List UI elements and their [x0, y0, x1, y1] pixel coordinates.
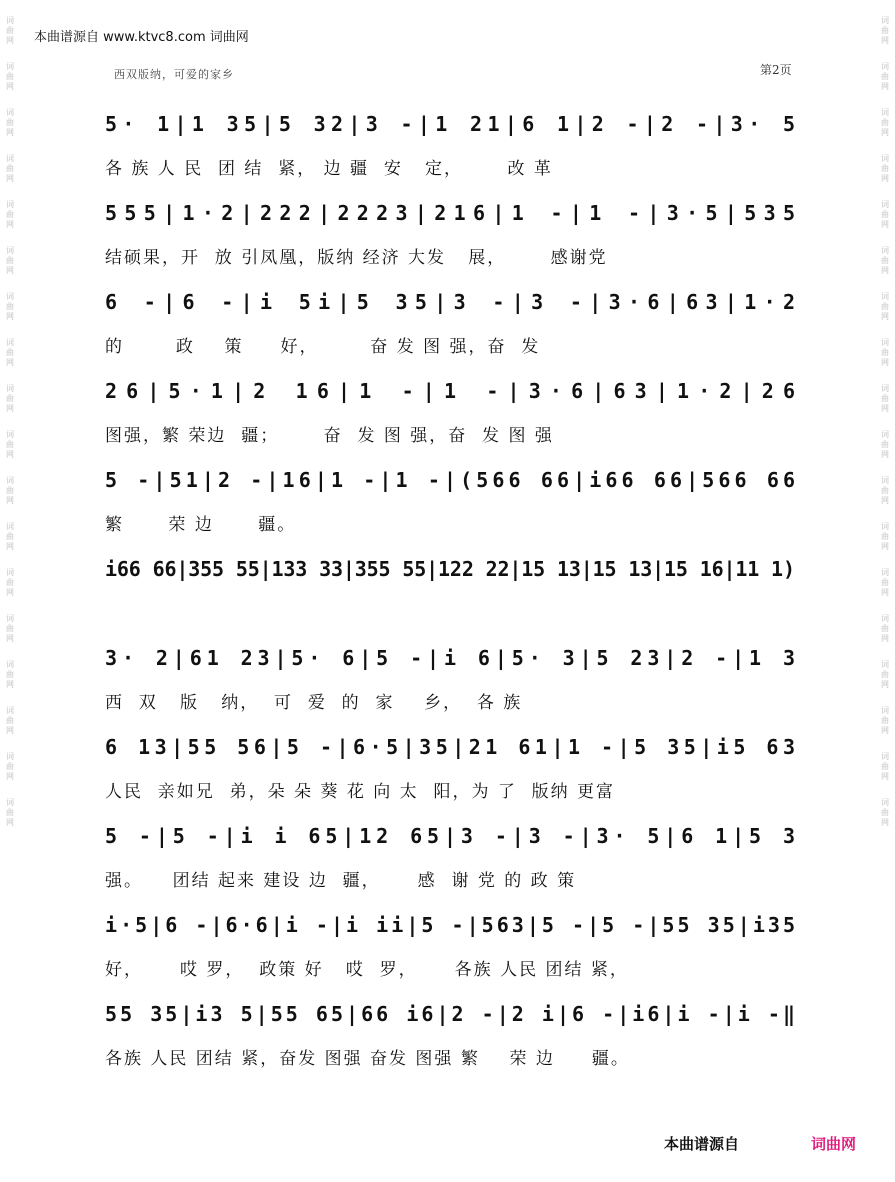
footer-source-label: 本曲谱源自 [664, 1135, 740, 1153]
notes-row-7: 3· 2|61 23|5· 6|5 -|i 6|5· 3|5 23|2 -|1 3 [105, 646, 800, 670]
watermark-unit [6, 568, 14, 598]
watermark-char: 词 [881, 338, 889, 347]
watermark-char: 曲 [881, 670, 889, 679]
watermark-unit [6, 16, 14, 46]
notes-row-5: 5 -|51|2 -|16|1 -|1 -|(566 66|i66 66|566 66 [105, 468, 800, 492]
watermark-char: 曲 [881, 26, 889, 35]
watermark-unit [881, 752, 889, 782]
watermark-char: 曲 [6, 532, 14, 541]
watermark-char: 曲 [6, 164, 14, 173]
watermark-char: 词 [881, 62, 889, 71]
song-title-header: 西双版纳，可爱的家乡 [114, 68, 234, 81]
watermark-char: 词 [881, 246, 889, 255]
watermark-char: 曲 [6, 486, 14, 495]
watermark-unit [6, 338, 14, 368]
watermark-char: 词 [881, 16, 889, 25]
lyrics-row-7: 西 双 版 纳， 可 爱 的 家 乡， 各 族 [105, 693, 523, 713]
watermark-unit [6, 522, 14, 552]
lyrics-row-1: 各 族 人 民 团 结 紧， 边 疆 安 定， 改 革 [105, 159, 553, 179]
watermark-char: 网 [881, 450, 889, 459]
notes-row-10: i·5|6 -|6·6|i -|i ii|5 -|563|5 -|5 -|55 35|i35 [105, 913, 799, 937]
watermark-char: 曲 [881, 348, 889, 357]
watermark-char: 网 [881, 588, 889, 597]
watermark-char: 词 [881, 614, 889, 623]
watermark-char: 曲 [6, 670, 14, 679]
watermark-char: 曲 [6, 72, 14, 81]
watermark-char: 曲 [881, 486, 889, 495]
watermark-char: 网 [6, 772, 14, 781]
lyrics-row-2: 结硕果，开 放 引凤凰，版纳 经济 大发 展， 感谢党 [105, 248, 608, 268]
watermark-char: 词 [881, 706, 889, 715]
watermark-char: 网 [6, 312, 14, 321]
watermark-char: 词 [6, 292, 14, 301]
notes-row-2: 555|1·2|222|2223|216|1 -|1 -|3·5|535 [105, 201, 803, 225]
watermark-unit [881, 154, 889, 184]
watermark-char: 网 [6, 174, 14, 183]
watermark-char: 网 [881, 496, 889, 505]
notes-row-1: 5· 1|1 35|5 32|3 -|1 21|6 1|2 -|2 -|3· 5 [105, 112, 801, 136]
watermark-char: 网 [881, 634, 889, 643]
watermark-char: 词 [6, 798, 14, 807]
watermark-char: 曲 [6, 302, 14, 311]
watermark-char: 网 [6, 82, 14, 91]
watermark-char: 词 [881, 798, 889, 807]
watermark-unit [6, 798, 14, 828]
watermark-char: 曲 [881, 164, 889, 173]
score-row-1 [105, 100, 800, 189]
score-row-7 [105, 634, 800, 723]
watermark-char: 词 [881, 154, 889, 163]
watermark-unit [6, 62, 14, 92]
watermark-char: 网 [881, 174, 889, 183]
score-row-5 [105, 456, 800, 545]
watermark-unit [6, 108, 14, 138]
watermark-char: 曲 [881, 716, 889, 725]
source-line: 本曲谱源自 www.ktvc8.com 词曲网 [34, 30, 249, 45]
watermark-char: 网 [6, 726, 14, 735]
score-row-6 [105, 545, 800, 634]
watermark-char: 网 [881, 266, 889, 275]
score-row-8 [105, 723, 800, 812]
watermark-char: 曲 [881, 440, 889, 449]
page-number: 第2页 [760, 63, 792, 77]
watermark-unit [881, 338, 889, 368]
watermark-char: 词 [6, 108, 14, 117]
left-watermark-strip [2, 0, 18, 1182]
watermark-char: 曲 [881, 808, 889, 817]
notes-row-8: 6 13|55 56|5 -|6·5|35|21 61|1 -|5 35|i5 63 [105, 735, 800, 759]
watermark-char: 曲 [6, 394, 14, 403]
watermark-char: 网 [6, 358, 14, 367]
watermark-char: 词 [6, 706, 14, 715]
notes-row-6: i66 66|355 55|133 33|355 55|122 22|15 13|15 13|15 16|11 1) [105, 557, 795, 581]
score-row-9 [105, 812, 800, 901]
watermark-char: 词 [6, 246, 14, 255]
watermark-unit [6, 292, 14, 322]
lyrics-row-8: 人民 亲如兄 弟，朵 朵 葵 花 向 太 阳，为 了 版纳 更富 [105, 782, 616, 802]
jianpu-score [105, 100, 805, 1079]
watermark-char: 词 [6, 154, 14, 163]
watermark-unit [881, 798, 889, 828]
watermark-char: 曲 [881, 762, 889, 771]
watermark-char: 曲 [6, 578, 14, 587]
watermark-unit [6, 476, 14, 506]
watermark-char: 词 [881, 384, 889, 393]
watermark-unit [881, 430, 889, 460]
watermark-char: 曲 [6, 256, 14, 265]
watermark-char: 词 [6, 62, 14, 71]
watermark-unit [6, 430, 14, 460]
watermark-unit [881, 706, 889, 736]
watermark-char: 曲 [6, 118, 14, 127]
watermark-unit [6, 614, 14, 644]
watermark-char: 网 [881, 404, 889, 413]
watermark-char: 曲 [881, 624, 889, 633]
watermark-char: 词 [881, 108, 889, 117]
watermark-char: 网 [6, 818, 14, 827]
watermark-char: 网 [6, 542, 14, 551]
watermark-char: 词 [6, 614, 14, 623]
watermark-unit [6, 660, 14, 690]
score-row-3 [105, 278, 803, 367]
watermark-char: 曲 [6, 716, 14, 725]
watermark-char: 词 [6, 568, 14, 577]
watermark-char: 词 [6, 752, 14, 761]
watermark-char: 网 [881, 128, 889, 137]
lyrics-row-9: 强。 团结 起来 建设 边 疆， 感 谢 党 的 政 策 [105, 871, 577, 891]
watermark-char: 网 [6, 680, 14, 689]
watermark-unit [881, 108, 889, 138]
score-row-4 [105, 367, 805, 456]
watermark-unit [881, 292, 889, 322]
watermark-char: 曲 [881, 118, 889, 127]
watermark-char: 网 [881, 82, 889, 91]
watermark-char: 网 [881, 312, 889, 321]
watermark-char: 网 [6, 220, 14, 229]
watermark-char: 网 [881, 818, 889, 827]
lyrics-row-11: 各族 人民 团结 紧，奋发 图强 奋发 图强 繁 荣 边 疆。 [105, 1049, 630, 1069]
watermark-char: 曲 [6, 26, 14, 35]
watermark-char: 网 [881, 772, 889, 781]
watermark-char: 曲 [881, 394, 889, 403]
lyrics-row-3: 的 政 策 好， 奋 发 图 强，奋 发 [105, 337, 541, 357]
watermark-char: 曲 [881, 578, 889, 587]
watermark-unit [881, 660, 889, 690]
right-watermark-strip [877, 0, 893, 1182]
watermark-char: 曲 [6, 624, 14, 633]
notes-row-4: 26|5·1|2 16|1 -|1 -|3·6|63|1·2|26 [105, 379, 805, 403]
watermark-char: 词 [881, 522, 889, 531]
watermark-char: 词 [6, 522, 14, 531]
watermark-unit [6, 154, 14, 184]
lyrics-row-10: 好， 哎 罗， 政策 好 哎 罗， 各族 人民 团结 紧， [105, 960, 629, 980]
watermark-char: 网 [6, 496, 14, 505]
watermark-char: 曲 [881, 256, 889, 265]
watermark-char: 网 [6, 634, 14, 643]
watermark-char: 网 [881, 542, 889, 551]
watermark-char: 网 [881, 220, 889, 229]
watermark-unit [881, 246, 889, 276]
notes-row-9: 5 -|5 -|i i 65|12 65|3 -|3 -|3· 5|6 1|5 3 [105, 824, 800, 848]
watermark-char: 词 [6, 660, 14, 669]
watermark-char: 曲 [6, 808, 14, 817]
watermark-unit [881, 200, 889, 230]
watermark-unit [881, 384, 889, 414]
watermark-char: 网 [881, 726, 889, 735]
watermark-unit [881, 16, 889, 46]
score-row-2 [105, 189, 803, 278]
watermark-char: 曲 [881, 302, 889, 311]
watermark-char: 网 [6, 36, 14, 45]
lyrics-row-5: 繁 荣 边 疆。 [105, 515, 297, 535]
watermark-char: 词 [6, 476, 14, 485]
watermark-unit [6, 200, 14, 230]
watermark-char: 网 [881, 680, 889, 689]
watermark-unit [6, 384, 14, 414]
watermark-char: 曲 [881, 72, 889, 81]
score-row-11 [105, 990, 800, 1079]
score-row-10 [105, 901, 800, 990]
watermark-char: 词 [6, 338, 14, 347]
notes-row-11: 55 35|i3 5|55 65|66 i6|2 -|2 i|6 -|i6|i -|i -‖ [105, 1002, 799, 1026]
watermark-char: 词 [881, 568, 889, 577]
watermark-char: 曲 [6, 348, 14, 357]
watermark-char: 网 [881, 36, 889, 45]
footer-site-label: 词曲网 [811, 1135, 857, 1153]
watermark-char: 曲 [6, 440, 14, 449]
watermark-char: 词 [6, 430, 14, 439]
watermark-char: 网 [6, 404, 14, 413]
watermark-unit [881, 476, 889, 506]
lyrics-row-4: 图强，繁 荣边 疆； 奋 发 图 强，奋 发 图 强 [105, 426, 554, 446]
watermark-char: 曲 [6, 210, 14, 219]
watermark-unit [6, 246, 14, 276]
watermark-unit [881, 62, 889, 92]
watermark-char: 曲 [6, 762, 14, 771]
watermark-char: 词 [881, 476, 889, 485]
watermark-char: 网 [6, 588, 14, 597]
watermark-char: 词 [881, 200, 889, 209]
watermark-unit [6, 706, 14, 736]
watermark-unit [881, 522, 889, 552]
watermark-char: 词 [881, 430, 889, 439]
watermark-unit [881, 568, 889, 598]
watermark-char: 词 [881, 292, 889, 301]
watermark-char: 词 [881, 660, 889, 669]
watermark-unit [6, 752, 14, 782]
watermark-char: 网 [6, 450, 14, 459]
watermark-char: 词 [881, 752, 889, 761]
watermark-char: 曲 [881, 210, 889, 219]
watermark-char: 词 [6, 384, 14, 393]
watermark-char: 网 [881, 358, 889, 367]
watermark-char: 曲 [881, 532, 889, 541]
watermark-char: 网 [6, 266, 14, 275]
watermark-char: 词 [6, 200, 14, 209]
watermark-char: 词 [6, 16, 14, 25]
watermark-char: 网 [6, 128, 14, 137]
watermark-unit [881, 614, 889, 644]
notes-row-3: 6 -|6 -|i 5i|5 35|3 -|3 -|3·6|63|1·2 [105, 290, 803, 314]
